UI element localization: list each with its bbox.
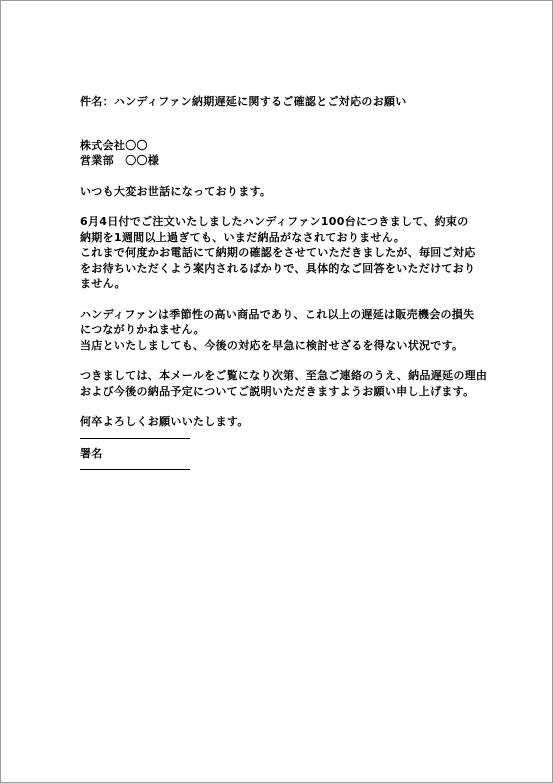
signature-label: 署名 bbox=[80, 446, 103, 460]
paragraph-request bbox=[80, 368, 488, 399]
paragraph-line: ません。 bbox=[80, 277, 126, 290]
paragraph-line: これまで何度かお電話にて納期の確認をさせていただきましたが、毎回ご対応 bbox=[80, 246, 476, 259]
paragraph-line: をお待ちいただくよう案内されるばかりで、具体的なご回答をいただけており bbox=[80, 261, 476, 275]
spacer bbox=[80, 110, 480, 138]
signature-bottom-rule bbox=[80, 469, 190, 470]
paragraph-line: ハンディファンは季節性の高い商品であり、これ以上の遅延は販売機会の損失 bbox=[80, 307, 475, 321]
recipient-company: 株式会社〇〇 bbox=[80, 138, 148, 152]
spacer bbox=[80, 353, 480, 368]
paragraph-order-delay bbox=[80, 214, 480, 292]
paragraph-line: 納期を1週間以上過ぎても、いまだ納品がなされておりません。 bbox=[80, 230, 406, 244]
letter-body bbox=[80, 94, 488, 477]
signature-top-rule bbox=[80, 438, 190, 439]
subject-line: 件名：ハンディファン納期遅延に関するご確認とご対応のお願い bbox=[80, 95, 407, 108]
spacer bbox=[80, 292, 480, 307]
paragraph-line: 6月4日付でご注文いたしましたハンディファン100台につきまして、約束の bbox=[80, 215, 469, 228]
paragraph-line: につながりかねません。 bbox=[80, 323, 205, 336]
paragraph-impact bbox=[80, 307, 480, 354]
paragraph-line: 当店といたしましても、今後の対応を早急に検討せざるを得ない状況です。 bbox=[80, 338, 464, 352]
spacer bbox=[80, 199, 480, 214]
paragraph-line: および今後の納品予定についてご説明いただきますようお願い申し上げます。 bbox=[80, 384, 475, 398]
spacer bbox=[80, 169, 480, 184]
spacer bbox=[80, 399, 480, 414]
recipient-department: 営業部 〇〇様 bbox=[80, 154, 160, 167]
closing-line: 何卒よろしくお願いいたします。 bbox=[80, 415, 249, 428]
paragraph-line: つきましては、本メールをご覧になり次第、至急ご連絡のうえ、納品遅延の理由 bbox=[80, 369, 488, 382]
greeting: いつも大変お世話になっております。 bbox=[80, 184, 272, 198]
